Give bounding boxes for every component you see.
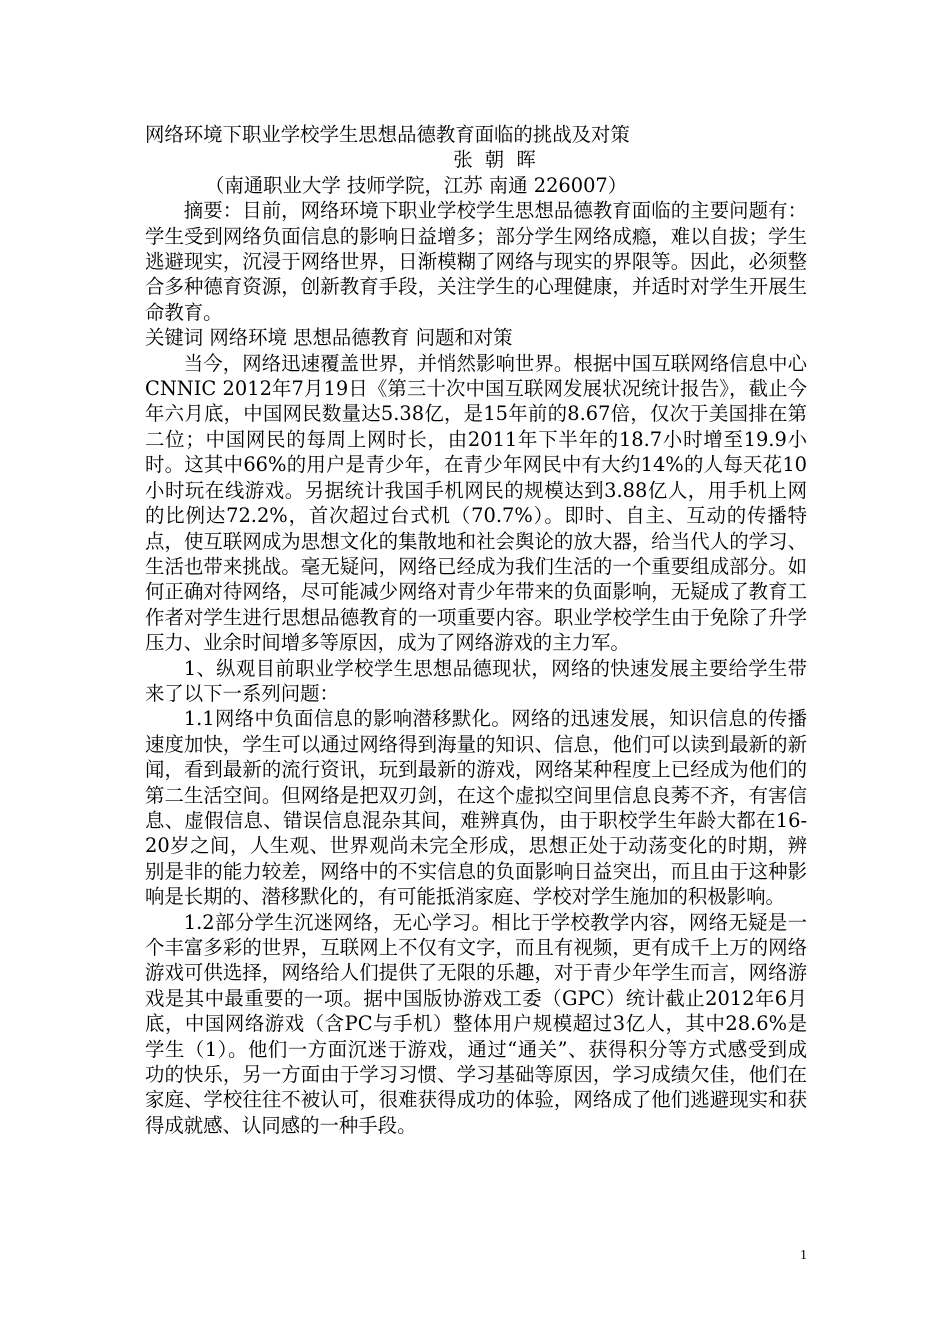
paragraph-section-1-1: 1.1网络中负面信息的影响潜移默化。网络的迅速发展，知识信息的传播速度加快，学生可以通过网络得到海量的知识、信息，他们可以读到最新的新闻，看到最新的流行资讯，玩到最新的游戏，网络某种程度上已经成为他们的第二生活空间。但网络是把双刃剑，在这个虚拟空间里信息良莠不齐，有害信息、虚假信息、错误信息混杂其间，难辨真伪，由于职校学生年龄大都在16-20岁之间，人生观、世界观尚未完全形成，思想正处于动荡变化的时期，辨别是非的能力较差，网络中的不实信息的负面影响日益突出，而且由于这种影响是长期的、潜移默化的，有可能抵消家庭、学校对学生施加的积极影响。 (145, 707, 807, 909)
paragraph-section-1: 1、纵观目前职业学校学生思想品德现状，网络的快速发展主要给学生带来了以下一系列问题： (145, 656, 807, 705)
keywords: 关键词 网络环境 思想品德教育 问题和对策 (145, 326, 513, 350)
document-body (145, 122, 807, 1138)
page-number: 1 (800, 1248, 807, 1263)
paragraph-intro: 当今，网络迅速覆盖世界，并悄然影响世界。根据中国互联网络信息中心CNNIC 2012年7月19日《第三十次中国互联网发展状况统计报告》，截止今年六月底，中国网民数量达5.38亿，是15年前的8.67倍，仅次于美国排在第二位；中国网民的每周上网时长，由2011年下半年的18.7小时增至19.9小时。这其中66%的用户是青少年，在青少年网民中有大约14%的人每天花10小时玩在线游戏。另据统计我国手机网民的规模达到3.88亿人，用手机上网的比例达72.2%，首次超过台式机（70.7%）。即时、自主、互动的传播特点，使互联网成为思想文化的集散地和社会舆论的放大器，给当代人的学习、生活也带来挑战。毫无疑问，网络已经成为我们生活的一个重要组成部分。如何正确对待网络，尽可能减少网络对青少年带来的负面影响，无疑成了教育工作者对学生进行思想品德教育的一项重要内容。职业学校学生由于免除了升学压力、业余时间增多等原因，成为了网络游戏的主力军。 (145, 351, 807, 655)
abstract: 摘要：目前，网络环境下职业学校学生思想品德教育面临的主要问题有：学生受到网络负面信息的影响日益增多；部分学生网络成瘾，难以自拔；学生逃避现实，沉浸于网络世界，日渐模糊了网络与现实的界限等。因此，必须整合多种德育资源，创新教育手段，关注学生的心理健康，并适时对学生开展生命教育。 (145, 199, 807, 324)
document-title: 网络环境下职业学校学生思想品德教育面临的挑战及对策 (145, 123, 630, 146)
author-name: 张 朝 晖 (453, 148, 539, 172)
author-affiliation: （南通职业大学 技师学院，江苏 南通 226007） (205, 173, 628, 197)
paragraph-section-1-2: 1.2部分学生沉迷网络，无心学习。相比于学校教学内容，网络无疑是一个丰富多彩的世界，互联网上不仅有文字，而且有视频，更有成千上万的网络游戏可供选择，网络给人们提供了无限的乐趣，对于青少年学生而言，网络游戏是其中最重要的一项。据中国版协游戏工委（GPC）统计截止2012年6月底，中国网络游戏（含PC与手机）整体用户规模超过3亿人，其中28.6%是学生（1）。他们一方面沉迷于游戏，通过“通关”、获得积分等方式感受到成功的快乐，另一方面由于学习习惯、学习基础等原因，学习成绩欠佳，他们在家庭、学校往往不被认可，很难获得成功的体验，网络成了他们逃避现实和获得成就感、认同感的一种手段。 (145, 910, 807, 1137)
